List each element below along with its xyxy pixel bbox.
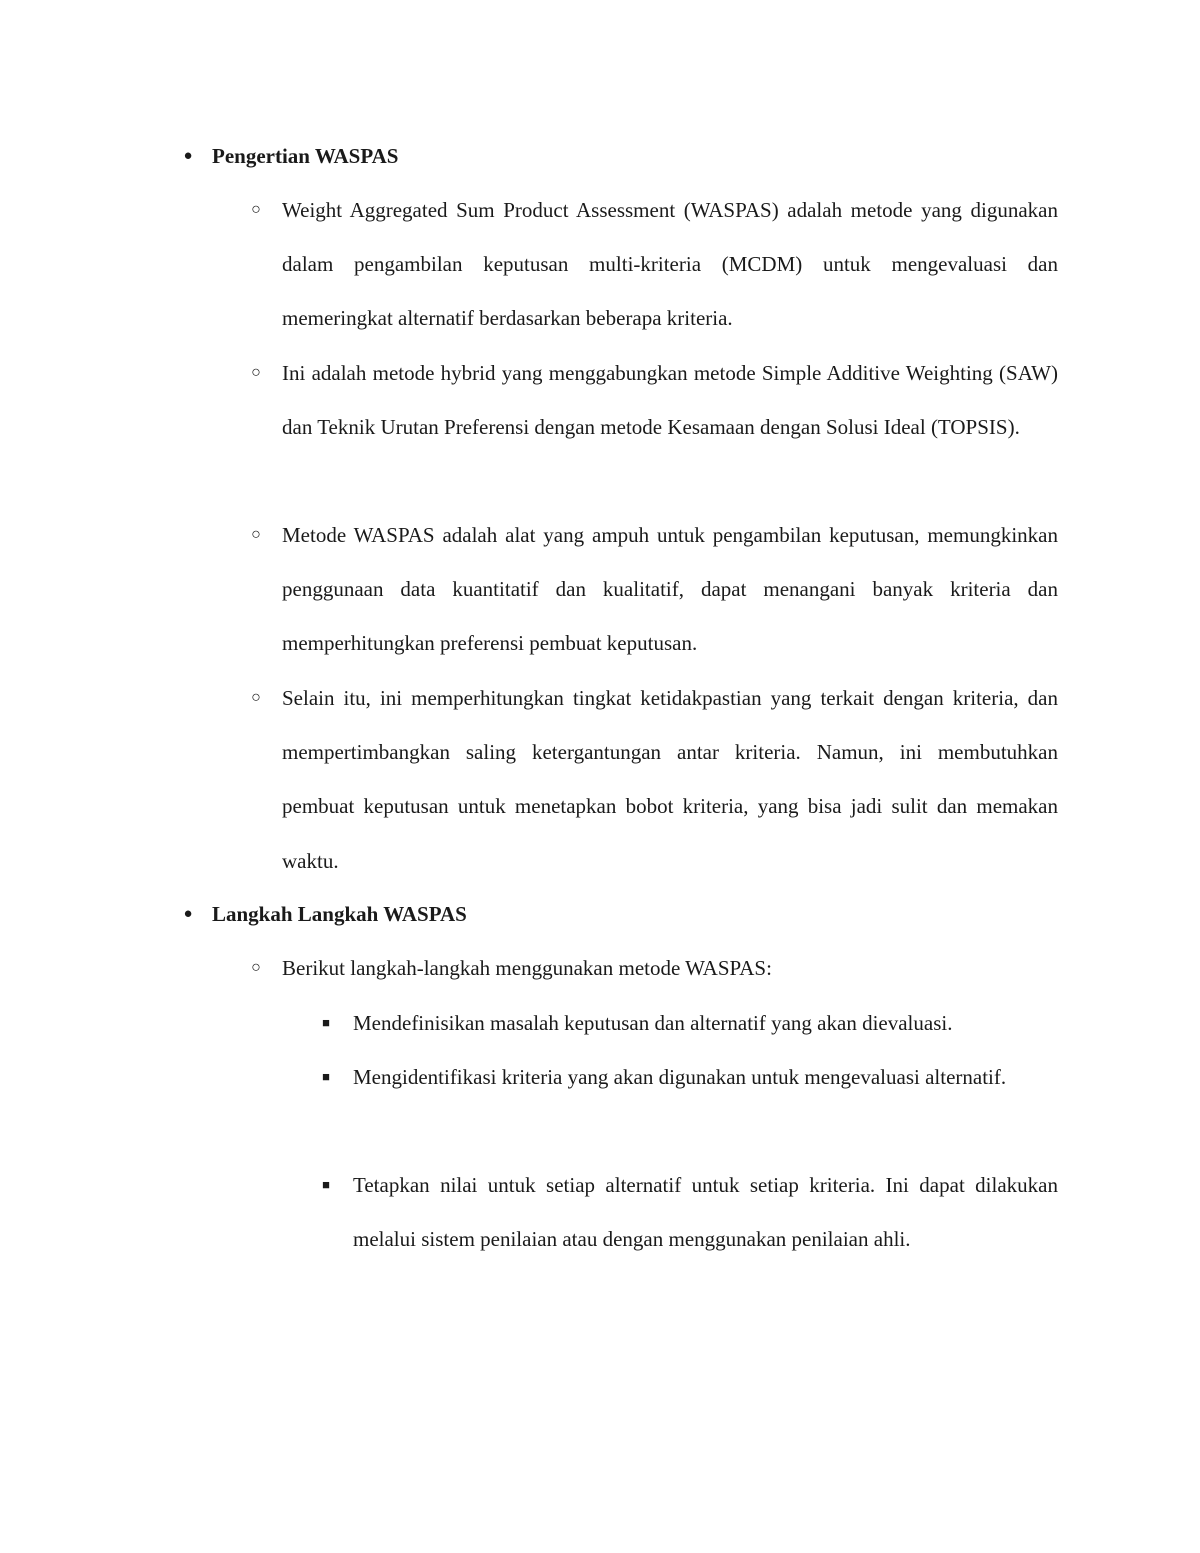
sub-list-item: Mengidentifikasi kriteria yang akan digunakan untuk mengevaluasi alternatif. — [353, 1065, 1007, 1089]
list-item: Selain itu, ini memperhitungkan tingkat ketidakpastian yang terkait dengan kriteria, dan mempertimbangkan saling ketergantungan antar kriteria. Namun, ini membutuhkan pembuat keputusan untuk menetapkan bobot kriteria, yang bisa jadi sulit dan memakan waktu. — [282, 686, 1058, 873]
bullet-circle-icon: ○ — [251, 959, 261, 976]
bullet-square-icon: ■ — [322, 1177, 330, 1192]
bullet-disc-icon: ● — [183, 148, 193, 164]
sub-list-item: Tetapkan nilai untuk setiap alternatif untuk setiap kriteria. Ini dapat dilakukan melalui sistem penilaian atau dengan menggunakan penilaian ahli. — [353, 1173, 1058, 1252]
list-item: Metode WASPAS adalah alat yang ampuh untuk pengambilan keputusan, memungkinkan penggunaan data kuantitatif dan kualitatif, dapat menangani banyak kriteria dan memperhitungkan preferensi pembuat keputusan. — [282, 523, 1058, 656]
section-heading: Langkah Langkah WASPAS — [212, 902, 467, 926]
bullet-disc-icon: ● — [183, 906, 193, 922]
list-item: Weight Aggregated Sum Product Assessment (WASPAS) adalah metode yang digunakan dalam pengambilan keputusan multi-kriteria (MCDM) untuk mengevaluasi dan memeringkat alternatif berdasarkan beberapa kriteria. — [282, 198, 1058, 331]
bullet-circle-icon: ○ — [251, 201, 261, 218]
bullet-circle-icon: ○ — [251, 526, 261, 543]
bullet-square-icon: ■ — [322, 1015, 330, 1030]
section-heading: Pengertian WASPAS — [212, 144, 399, 168]
bullet-square-icon: ■ — [322, 1069, 330, 1084]
sub-list-item: Mendefinisikan masalah keputusan dan alternatif yang akan dievaluasi. — [353, 1011, 953, 1035]
bullet-circle-icon: ○ — [251, 364, 261, 381]
list-item: Berikut langkah-langkah menggunakan metode WASPAS: — [282, 956, 772, 980]
list-item: Ini adalah metode hybrid yang menggabungkan metode Simple Additive Weighting (SAW) dan Teknik Urutan Preferensi dengan metode Kesamaan dengan Solusi Ideal (TOPSIS). — [282, 361, 1058, 440]
bullet-circle-icon: ○ — [251, 689, 261, 706]
